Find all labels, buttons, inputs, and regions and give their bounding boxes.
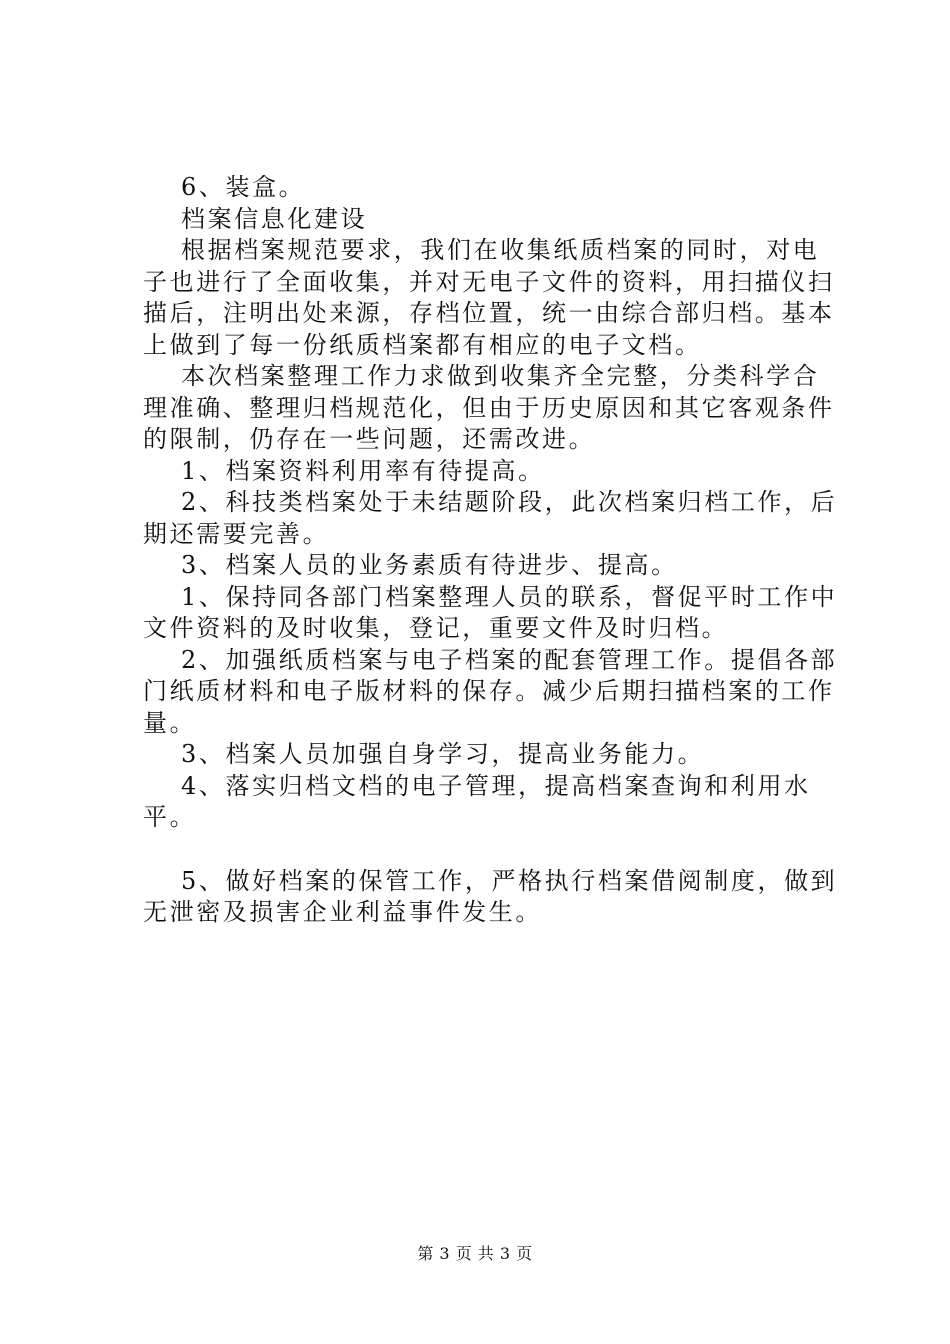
paragraph-informatization: 根据档案规范要求，我们在收集纸质档案的同时，对电子也进行了全面收集，并对无电子文件的资料，用扫描仪扫描后，注明出处来源，存档位置，统一由综合部归档。基本上做到了每一份纸质档案都有相应的电子文档。	[143, 236, 835, 359]
paragraph-packing: 6、装盒。	[181, 173, 306, 201]
section-heading-informatization: 档案信息化建设	[181, 204, 368, 233]
problem-item-3: 3、档案人员的业务素质有待进步、提高。	[181, 551, 678, 579]
measure-item-5: 5、做好档案的保管工作，严格执行档案借阅制度，做到无泄密及损害企业利益事件发生。	[143, 866, 838, 926]
page-footer: 第 3 页 共 3 页	[417, 1244, 533, 1263]
measure-item-2: 2、加强纸质档案与电子档案的配套管理工作。提倡各部门纸质材料和电子版材料的保存。减少后期扫描档案的工作量。	[143, 645, 838, 737]
measure-item-4: 4、落实归档文档的电子管理，提高档案查询和利用水平。	[143, 771, 811, 831]
paragraph-spacer	[143, 834, 843, 866]
document-body	[143, 172, 843, 929]
measure-item-1: 1、保持同各部门档案整理人员的联系，督促平时工作中文件资料的及时收集，登记，重要文件及时归档。	[143, 582, 838, 642]
problem-item-2: 2、科技类档案处于未结题阶段，此次档案归档工作，后期还需要完善。	[143, 488, 838, 548]
measure-item-3: 3、档案人员加强自身学习，提高业务能力。	[181, 740, 705, 768]
paragraph-summary: 本次档案整理工作力求做到收集齐全完整，分类科学合理准确、整理归档规范化，但由于历史原因和其它客观条件的限制，仍存在一些问题，还需改进。	[143, 362, 835, 453]
problem-item-1: 1、档案资料利用率有待提高。	[181, 456, 545, 485]
